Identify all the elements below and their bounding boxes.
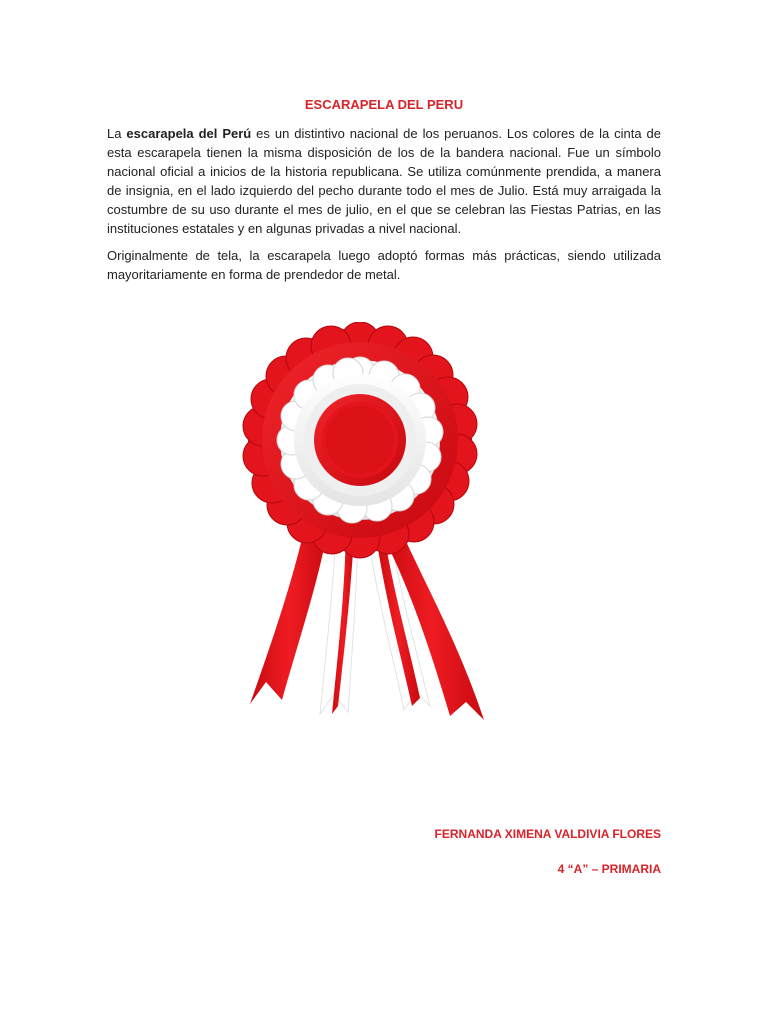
paragraph-intro-rest: es un distintivo nacional de los peruanos. Los colores de la cinta de esta escarapela tienen la misma disposición de los de la bandera nacional. Fue un símbolo nacional oficial a inicios de la historia republicana. Se utiliza comúnmente prendida, a manera de insignia, en el lado izquierdo del pecho durante todo el mes de Julio. Está muy arraigada la costumbre de su uso durante el mes de julio, en el que se celebran las Fiestas Patrias, en las instituciones estatales y en algunas privadas a nivel nacional. (107, 126, 662, 236)
author-name: FERNANDA XIMENA VALDIVIA FLORES (434, 827, 661, 841)
bold-term: escarapela del Perú (126, 126, 252, 141)
ribbon-left (250, 522, 328, 704)
paragraph-intro-lead: La (107, 126, 127, 141)
cockade-image (228, 322, 498, 732)
paragraph-intro (107, 124, 661, 238)
page-title: ESCARAPELA DEL PERU (304, 97, 464, 112)
grade-label: 4 “A” – PRIMARIA (557, 862, 661, 876)
rosette-center (314, 394, 406, 486)
paragraph-material: Originalmente de tela, la escarapela luego adoptó formas más prácticas, siendo utilizada mayoritariamente en forma de prendedor de metal. (107, 248, 661, 282)
